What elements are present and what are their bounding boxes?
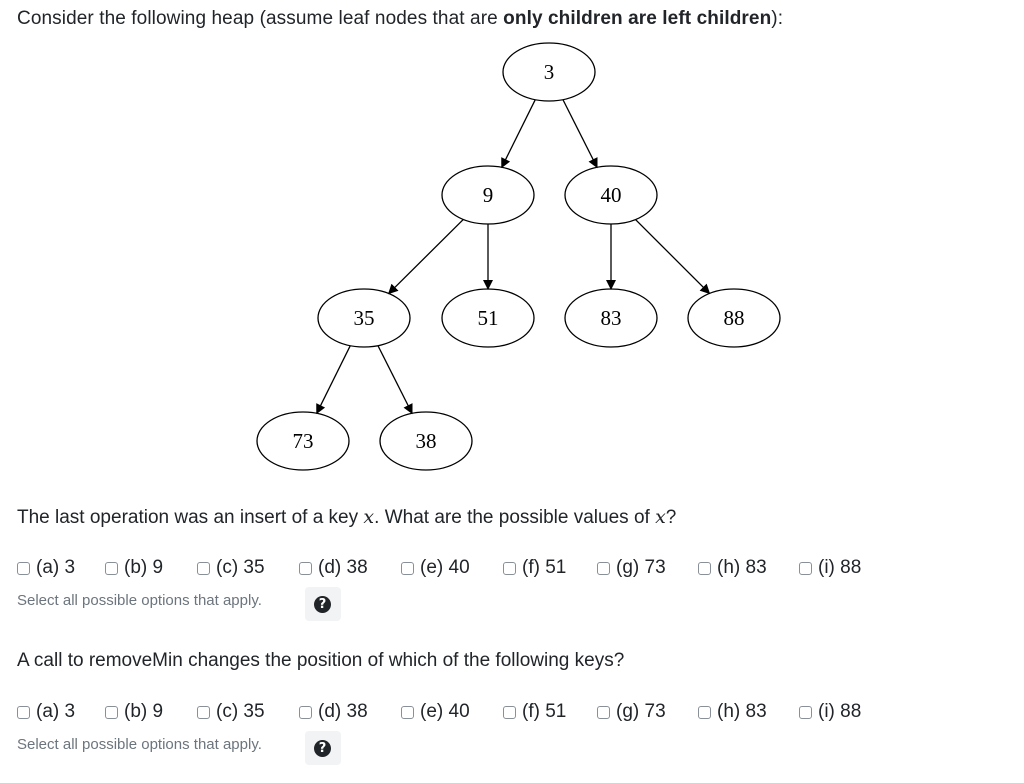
heap-node-35 <box>318 289 410 347</box>
option-label: (i) 88 <box>818 557 862 578</box>
checkbox[interactable] <box>698 562 711 575</box>
option-label: (i) 88 <box>818 701 862 722</box>
option-label: (b) 9 <box>124 557 164 578</box>
option-label: (a) 3 <box>36 701 76 722</box>
checkbox[interactable] <box>401 706 414 719</box>
heap-node-3 <box>503 43 595 101</box>
heap-node-38 <box>380 412 472 470</box>
intro-text-before: Consider the following heap (assume leaf nodes that are <box>17 8 504 29</box>
heap-node-label: 40 <box>600 183 622 207</box>
heap-nodes <box>257 43 780 470</box>
option-label: (f) 51 <box>522 701 567 722</box>
question-2-prompt: A call to removeMin changes the position of which of the following keys? <box>17 650 625 671</box>
heap-node-label: 51 <box>477 306 499 330</box>
heap-node-label: 3 <box>543 60 555 84</box>
heap-node-9 <box>442 166 534 224</box>
heap-edge <box>317 346 351 414</box>
heap-node-73 <box>257 412 349 470</box>
option-label: (a) 3 <box>36 557 76 578</box>
checkbox[interactable] <box>299 562 312 575</box>
q1-variable-2: x <box>655 506 666 528</box>
checkbox[interactable] <box>597 706 610 719</box>
q1-option-h[interactable] <box>698 555 767 581</box>
q1-text-middle: . What are the possible values of <box>374 507 656 528</box>
checkbox[interactable] <box>197 562 210 575</box>
q2-option-a[interactable] <box>17 699 75 725</box>
q2-option-e[interactable] <box>401 699 470 725</box>
q1-option-i[interactable] <box>799 555 861 581</box>
question-1-prompt <box>17 506 676 529</box>
heap-edge <box>636 220 710 294</box>
q1-option-e[interactable] <box>401 555 470 581</box>
checkbox[interactable] <box>299 706 312 719</box>
option-label: (h) 83 <box>717 557 767 578</box>
q1-text-before: The last operation was an insert of a key <box>17 507 364 528</box>
intro-text-after: ): <box>771 8 784 29</box>
checkbox[interactable] <box>105 562 118 575</box>
heap-edges <box>317 100 710 414</box>
option-label: (f) 51 <box>522 557 567 578</box>
option-label: (b) 9 <box>124 701 164 722</box>
option-label: (d) 38 <box>318 557 368 578</box>
q1-option-b[interactable] <box>105 555 163 581</box>
checkbox[interactable] <box>503 562 516 575</box>
option-label: (d) 38 <box>318 701 368 722</box>
checkbox[interactable] <box>799 706 812 719</box>
q2-option-b[interactable] <box>105 699 163 725</box>
q2-option-f[interactable] <box>503 699 566 725</box>
q2-help-button[interactable] <box>305 731 341 765</box>
heap-node-88 <box>688 289 780 347</box>
option-label: (c) 35 <box>216 701 265 722</box>
intro-text-bold: only children are left children <box>503 8 772 29</box>
q2-option-i[interactable] <box>799 699 861 725</box>
q2-help-text: Select all possible options that apply. <box>17 736 262 753</box>
q2-option-d[interactable] <box>299 699 368 725</box>
option-label: (e) 40 <box>420 557 470 578</box>
q1-help-text: Select all possible options that apply. <box>17 592 262 609</box>
q1-option-g[interactable] <box>597 555 666 581</box>
q2-option-g[interactable] <box>597 699 666 725</box>
q1-variable: x <box>363 506 375 528</box>
heap-node-40 <box>565 166 657 224</box>
option-label: (g) 73 <box>616 701 666 722</box>
heap-edge <box>502 100 536 168</box>
heap-node-label: 35 <box>353 306 375 330</box>
checkbox[interactable] <box>197 706 210 719</box>
checkbox[interactable] <box>799 562 812 575</box>
question-circle-icon: ? <box>314 740 331 757</box>
heap-edge <box>563 100 597 168</box>
checkbox[interactable] <box>597 562 610 575</box>
heap-node-label: 88 <box>723 306 745 330</box>
heap-node-label: 9 <box>482 183 494 207</box>
checkbox[interactable] <box>698 706 711 719</box>
option-label: (h) 83 <box>717 701 767 722</box>
q2-option-c[interactable] <box>197 699 265 725</box>
option-label: (e) 40 <box>420 701 470 722</box>
heap-node-label: 83 <box>600 306 622 330</box>
q2-option-h[interactable] <box>698 699 767 725</box>
checkbox[interactable] <box>401 562 414 575</box>
heap-node-label: 73 <box>292 429 314 453</box>
heap-node-label: 38 <box>415 429 437 453</box>
option-label: (g) 73 <box>616 557 666 578</box>
checkbox[interactable] <box>17 562 30 575</box>
heap-node-83 <box>565 289 657 347</box>
q1-option-a[interactable] <box>17 555 75 581</box>
q1-option-f[interactable] <box>503 555 566 581</box>
q1-option-d[interactable] <box>299 555 368 581</box>
checkbox[interactable] <box>17 706 30 719</box>
heap-edge <box>389 219 464 293</box>
q1-help-button[interactable] <box>305 587 341 621</box>
checkbox[interactable] <box>503 706 516 719</box>
heap-node-51 <box>442 289 534 347</box>
question-circle-icon: ? <box>314 596 331 613</box>
heap-edge <box>378 346 412 414</box>
q1-text-after: ? <box>665 507 677 528</box>
option-label: (c) 35 <box>216 557 265 578</box>
checkbox[interactable] <box>105 706 118 719</box>
q1-option-c[interactable] <box>197 555 265 581</box>
